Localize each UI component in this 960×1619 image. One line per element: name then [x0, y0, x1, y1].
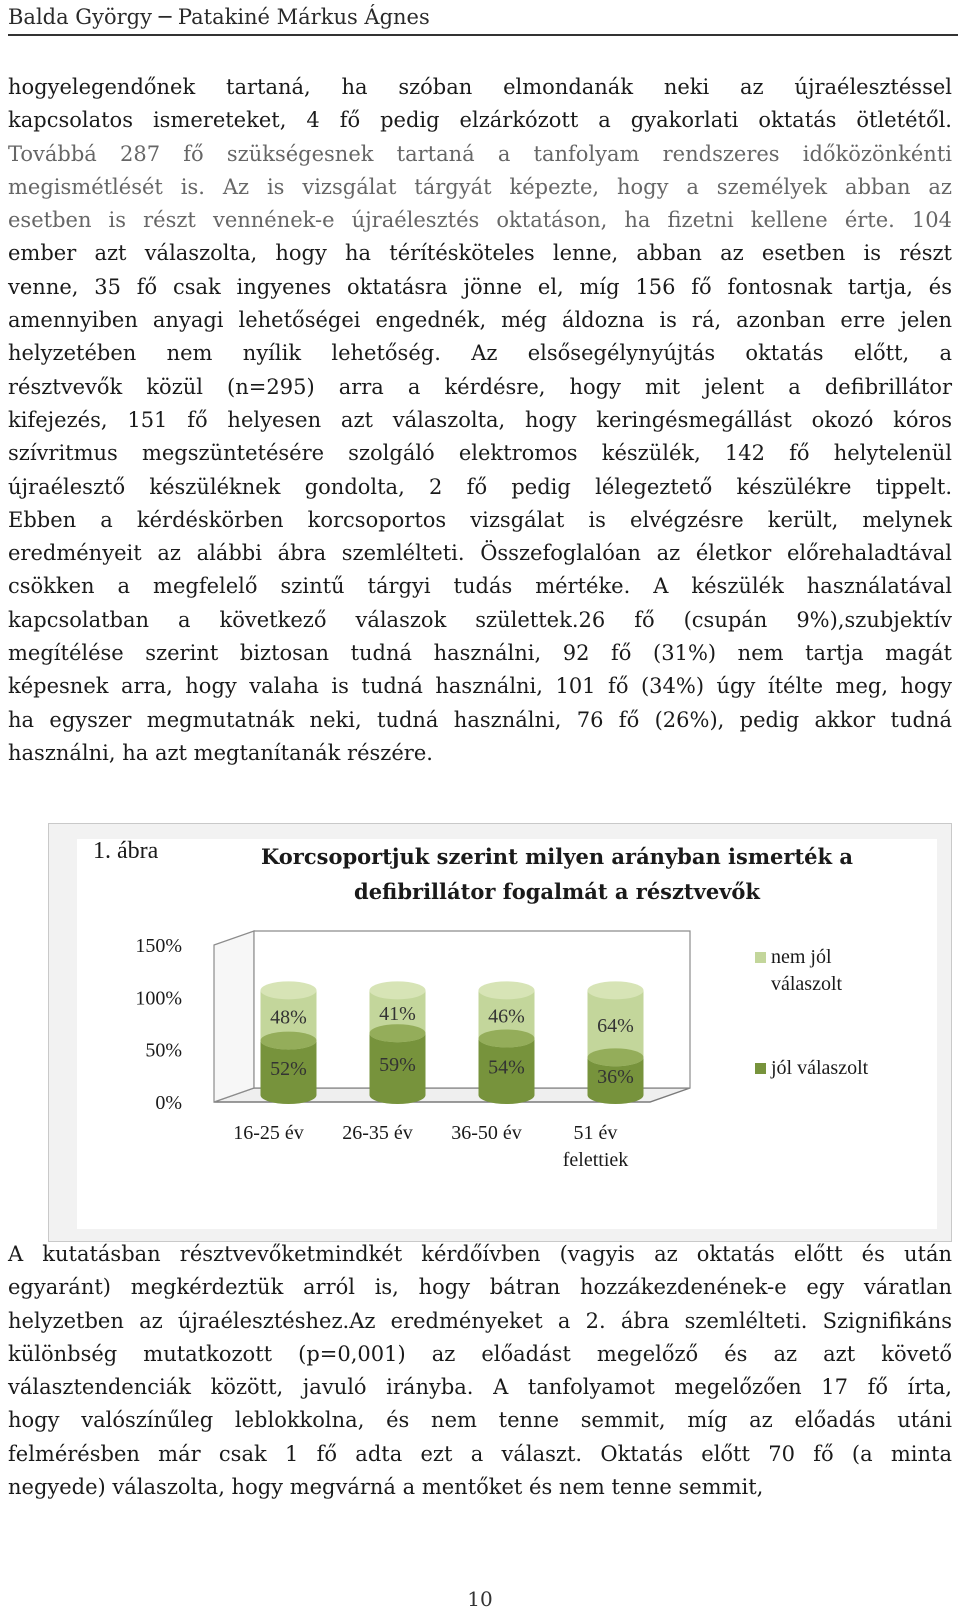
chart-title-line-2: defibrillátor fogalmát a résztvevők	[354, 879, 760, 904]
data-label-correct: 59%	[379, 1054, 416, 1077]
text-line: ha egyszer megmutatnák neki, tudná használni, 76 fő (26%), pedig akkor tudná	[8, 707, 952, 732]
data-label-incorrect: 48%	[270, 1006, 307, 1029]
chart-svg	[77, 839, 937, 1229]
text-line: eredményeit az alábbi ábra szemlélteti. Összefoglalóan az életkor előrehaladtával	[8, 541, 952, 566]
text-line: megismétlését is. Az is vizsgálat tárgyát képezte, hogy a személyek abban az	[8, 174, 952, 199]
text-line: szívritmus megszüntetésére szolgáló elektromos készülék, 142 fő helytelenül	[8, 441, 952, 466]
bar-cap	[479, 981, 535, 999]
data-label-correct: 52%	[270, 1057, 307, 1080]
bar-cap	[588, 981, 644, 999]
x-axis-labels	[233, 1122, 628, 1171]
y-tick-label: 50%	[145, 1039, 182, 1062]
bar-segment-join	[370, 1024, 426, 1042]
text-line: csökken a megfelelő szintű tárgyi tudás mértéke. A készülék használatával	[8, 574, 952, 599]
figure-1	[48, 823, 952, 1242]
bar-segment-join	[261, 1032, 317, 1050]
text-line: kapcsolatos ismereteket, 4 fő pedig elzárkózott a gyakorlati oktatás ötletétől.	[8, 108, 952, 133]
text-line: amennyiben anyagi lehetőségei engednék, még áldozna is rá, azonban erre jelen	[8, 308, 952, 333]
text-line: helyzetben az újraélesztéshez.Az eredményeket a 2. ábra szemlélteti. Szignifikáns	[8, 1308, 952, 1333]
text-line: hogy valószínűleg leblokkolna, és nem tenne semmit, míg az előadás utáni	[8, 1408, 952, 1433]
text-line: Továbbá 287 fő szükségesnek tartaná a tanfolyam rendszeres időközönkénti	[8, 141, 952, 166]
x-tick-label: 51 év	[573, 1122, 618, 1144]
text-line: résztvevők közül (n=295) arra a kérdésre, hogy mit jelent a defibrillátor	[8, 374, 952, 399]
text-line: különbség mutatkozott (p=0,001) az előadást megelőző és az azt követő	[8, 1341, 952, 1366]
data-label-incorrect: 41%	[379, 1002, 416, 1025]
figure-caption: 1. ábra	[93, 839, 159, 864]
data-label-correct: 36%	[597, 1066, 634, 1089]
bar-cap	[370, 981, 426, 999]
data-label-correct: 54%	[488, 1056, 525, 1079]
x-tick-label: 26-35 év	[342, 1122, 413, 1144]
text-line: felmérésben már csak 1 fő adta ezt a választ. Oktatás előtt 70 fő (a minta	[8, 1441, 952, 1466]
text-line: használni, ha azt megtanítanák részére.	[8, 740, 433, 765]
text-line: választendenciák között, javuló irányba. A tanfolyamot megelőzően 17 fő írta,	[8, 1375, 952, 1400]
bar-segment-join	[588, 1048, 644, 1066]
data-label-incorrect: 46%	[488, 1005, 525, 1028]
chart-title-line-1: Korcsoportjuk szerint milyen arányban ismerték a	[261, 844, 853, 869]
x-tick-label: felettiek	[562, 1149, 629, 1171]
text-line: kifejezés, 151 fő helyesen azt válaszolta, hogy keringésmegállást okozó kóros	[8, 407, 952, 432]
text-line: esetben is részt vennének-e újraélesztés oktatáson, ha fizetni kellene érte. 104	[8, 208, 952, 233]
legend-label: nem jól	[771, 946, 832, 968]
bar-cap	[261, 981, 317, 999]
text-line: hogyelegendőnek tartaná, ha szóban elmondanák neki az újraélesztéssel	[8, 75, 952, 99]
x-tick-label: 16-25 év	[233, 1122, 304, 1144]
x-tick-label: 36-50 év	[451, 1122, 522, 1144]
header-authors: Balda György ─ Patakiné Márkus Ágnes	[8, 5, 430, 29]
y-tick-label: 0%	[155, 1092, 182, 1114]
text-line: venne, 35 fő csak ingyenes oktatásra jönne el, míg 156 fő fontosnak tartja, és	[8, 274, 952, 299]
legend-label: jól válaszolt	[771, 1057, 869, 1079]
legend-swatch	[755, 952, 766, 963]
text-line: A kutatásban résztvevőketmindkét kérdőívben (vagyis az oktatás előtt és után	[8, 1242, 952, 1266]
text-line: egyaránt) megkérdeztük arról is, hogy bátran hozzákezdenének-e egy váratlan	[8, 1275, 952, 1300]
paragraph-2	[8, 1238, 952, 1504]
paragraph-1	[8, 71, 952, 770]
y-tick-label: 100%	[135, 987, 182, 1010]
running-header	[8, 2, 958, 36]
y-axis-ticks	[135, 935, 182, 1114]
legend-label: válaszolt	[771, 973, 843, 995]
text-line: újraélesztő készüléknek gondolta, 2 fő pedig lélegeztető készülékre tippelt.	[8, 474, 952, 499]
data-label-incorrect: 64%	[597, 1014, 634, 1037]
text-line: képesnek arra, hogy valaha is tudná használni, 101 fő (34%) úgy ítélte meg, hogy	[8, 674, 952, 699]
page-number: 10	[467, 1587, 493, 1611]
text-line: ember azt válaszolta, hogy ha térítésköteles lenne, abban az esetben is részt	[8, 241, 952, 266]
chart-area	[77, 839, 937, 1229]
chart-legend	[755, 946, 869, 1079]
header-rule	[8, 34, 958, 36]
text-line: Ebben a kérdéskörben korcsoportos vizsgálat is elvégzésre került, melynek	[8, 507, 952, 532]
chart-side-wall	[214, 931, 254, 1102]
text-line: megítélése szerint biztosan tudná használni, 92 fő (31%) nem tartja magát	[8, 641, 952, 666]
text-line: kapcsolatban a következő válaszok születtek.26 fő (csupán 9%),szubjektív	[8, 607, 952, 632]
bar-segment-join	[479, 1029, 535, 1047]
legend-swatch	[755, 1063, 766, 1074]
text-line: negyede) válaszolta, hogy megvárná a mentőket és nem tenne semmit,	[8, 1475, 764, 1500]
y-tick-label: 150%	[135, 935, 182, 957]
text-line: helyzetében nem nyílik lehetőség. Az elsősegélynyújtás oktatás előtt, a	[8, 341, 952, 366]
